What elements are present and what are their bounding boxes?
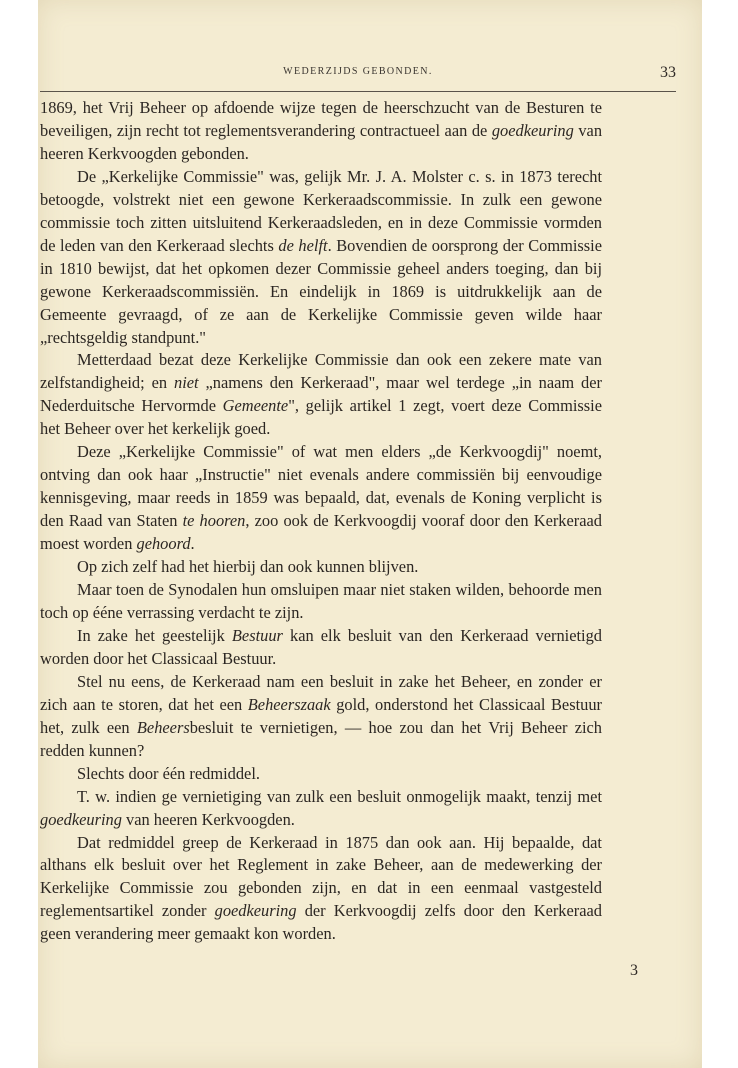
paragraph [40,832,602,947]
italic-text: niet [174,373,199,393]
italic-text: te hooren [182,511,246,531]
italic-text: goedkeuring [214,901,297,921]
paragraph [40,97,602,166]
text-run: Metterdaad bezat deze Kerkelijke Commissie dan ook een zekere mate van zelfstandigheid; en [40,350,602,393]
text-run: Op zich zelf had het hierbij dan ook kunnen blijven. [77,557,419,577]
text-run: ", gelijk artikel 1 zegt, voert deze Commissie het Beheer over het kerkelijk goed. [40,396,602,439]
body-text [40,97,602,946]
paragraph [40,441,602,556]
text-run: gold, onderstond het Classicaal Bestuur het, zulk een [40,694,602,737]
italic-text: Gemeente [222,396,289,416]
text-run: Stel nu eens, de Kerkeraad nam een besluit in zake het Beheer, en zonder er zich aan te storen, dat het een [40,671,602,714]
signature-mark: 3 [630,962,638,979]
text-run: Slechts door één redmiddel. [77,763,260,783]
text-run: der Kerkvoogdij zelfs door den Kerkeraad geen verandering meer gemaakt kon worden. [40,901,602,944]
text-run: Dat redmiddel greep de Kerkeraad in 1875 dan ook aan. Hij bepaalde, dat althans elk besluit over het Reglement in zake Beheer, aan de medewerking der Kerkelijke Commissie zou gebonden zijn, en dat in een eenmaal vastgesteld reglementsartikel zonder [40,832,602,921]
text-run: „namens den Kerkeraad", maar wel terdege „in naam der Nederduitsche Hervormde [40,373,602,416]
paragraph [40,786,602,832]
header-rule [40,91,676,92]
text-run: kan elk besluit van den Kerkeraad vernietigd worden door het Classicaal Bestuur. [40,625,603,668]
paragraph [40,625,602,671]
text-run: . Bovendien de oorsprong der Commissie in 1810 bewijst, dat het opkomen dezer Commissie geheel anders toeging, dan bij gewone Kerkeraadscommissiën. En eindelijk in 1869 is uitdrukkelijk aan de Gemeente gevraagd, of ze aan de Kerkelijke Commissie geven wilde haar „rechtsgeldig standpunt." [40,235,603,347]
text-run: besluit te vernietigen, — hoe zou dan het Vrij Beheer zich redden kunnen? [40,717,602,760]
text-run: De „Kerkelijke Commissie" was, gelijk Mr. J. A. Molster c. s. in 1873 terecht betoogde, volstrekt niet een gewone Kerkeraadscommissie. In zulk een gewone commissie toch zitten uitsluitend Kerkeraadsleden, en in deze Commissie vormden de leden van den Kerkeraad slechts [40,166,602,255]
page-number: 33 [660,64,676,81]
italic-text: Bestuur [231,625,283,645]
italic-text: goedkeuring [40,809,122,829]
text-run: 1869, het Vrij Beheer op afdoende wijze tegen de heerschzucht van de Besturen te beveiligen, zijn recht tot reglementsverandering contractueel aan de [40,98,602,140]
paragraph [40,556,602,579]
italic-text: Beheerszaak [247,694,331,714]
text-run: T. w. indien ge vernietiging van zulk een besluit onmogelijk maakt, tenzij met [77,786,602,806]
italic-text: gehoord [136,534,191,554]
paragraph [40,671,602,763]
running-title: WEDERZIJDS GEBONDEN. [283,66,433,77]
page-header [40,64,676,86]
text-run: van heeren Kerkvoogden. [121,809,295,829]
paragraph [40,166,602,350]
italic-text: de helft [278,235,328,255]
text-run: van heeren Kerkvoogden gebonden. [40,120,603,163]
text-run: . [190,534,195,554]
text-run: Maar toen de Synodalen hun omsluipen maar niet staken wilden, behoorde men toch op ééne verrassing verdacht te zijn. [40,580,602,622]
italic-text: goedkeuring [491,120,574,140]
paragraph [40,349,602,441]
text-run: Deze „Kerkelijke Commissie" of wat men elders „de Kerkvoogdij" noemt, ontving dan ook haar „Instructie" niet evenals andere commissiën bij eenvoudige kennisgeving, maar reeds in 1859 was bepaald, dat, evenals de Koning verplicht is den Raad van Staten [40,442,602,531]
paragraph [40,579,602,625]
text-run: In zake het geestelijk [77,625,232,645]
text-run: , zoo ook de Kerkvoogdij vooraf door den Kerkeraad moest worden [40,511,602,554]
paragraph [40,763,602,786]
italic-text: Beheers [136,717,190,737]
